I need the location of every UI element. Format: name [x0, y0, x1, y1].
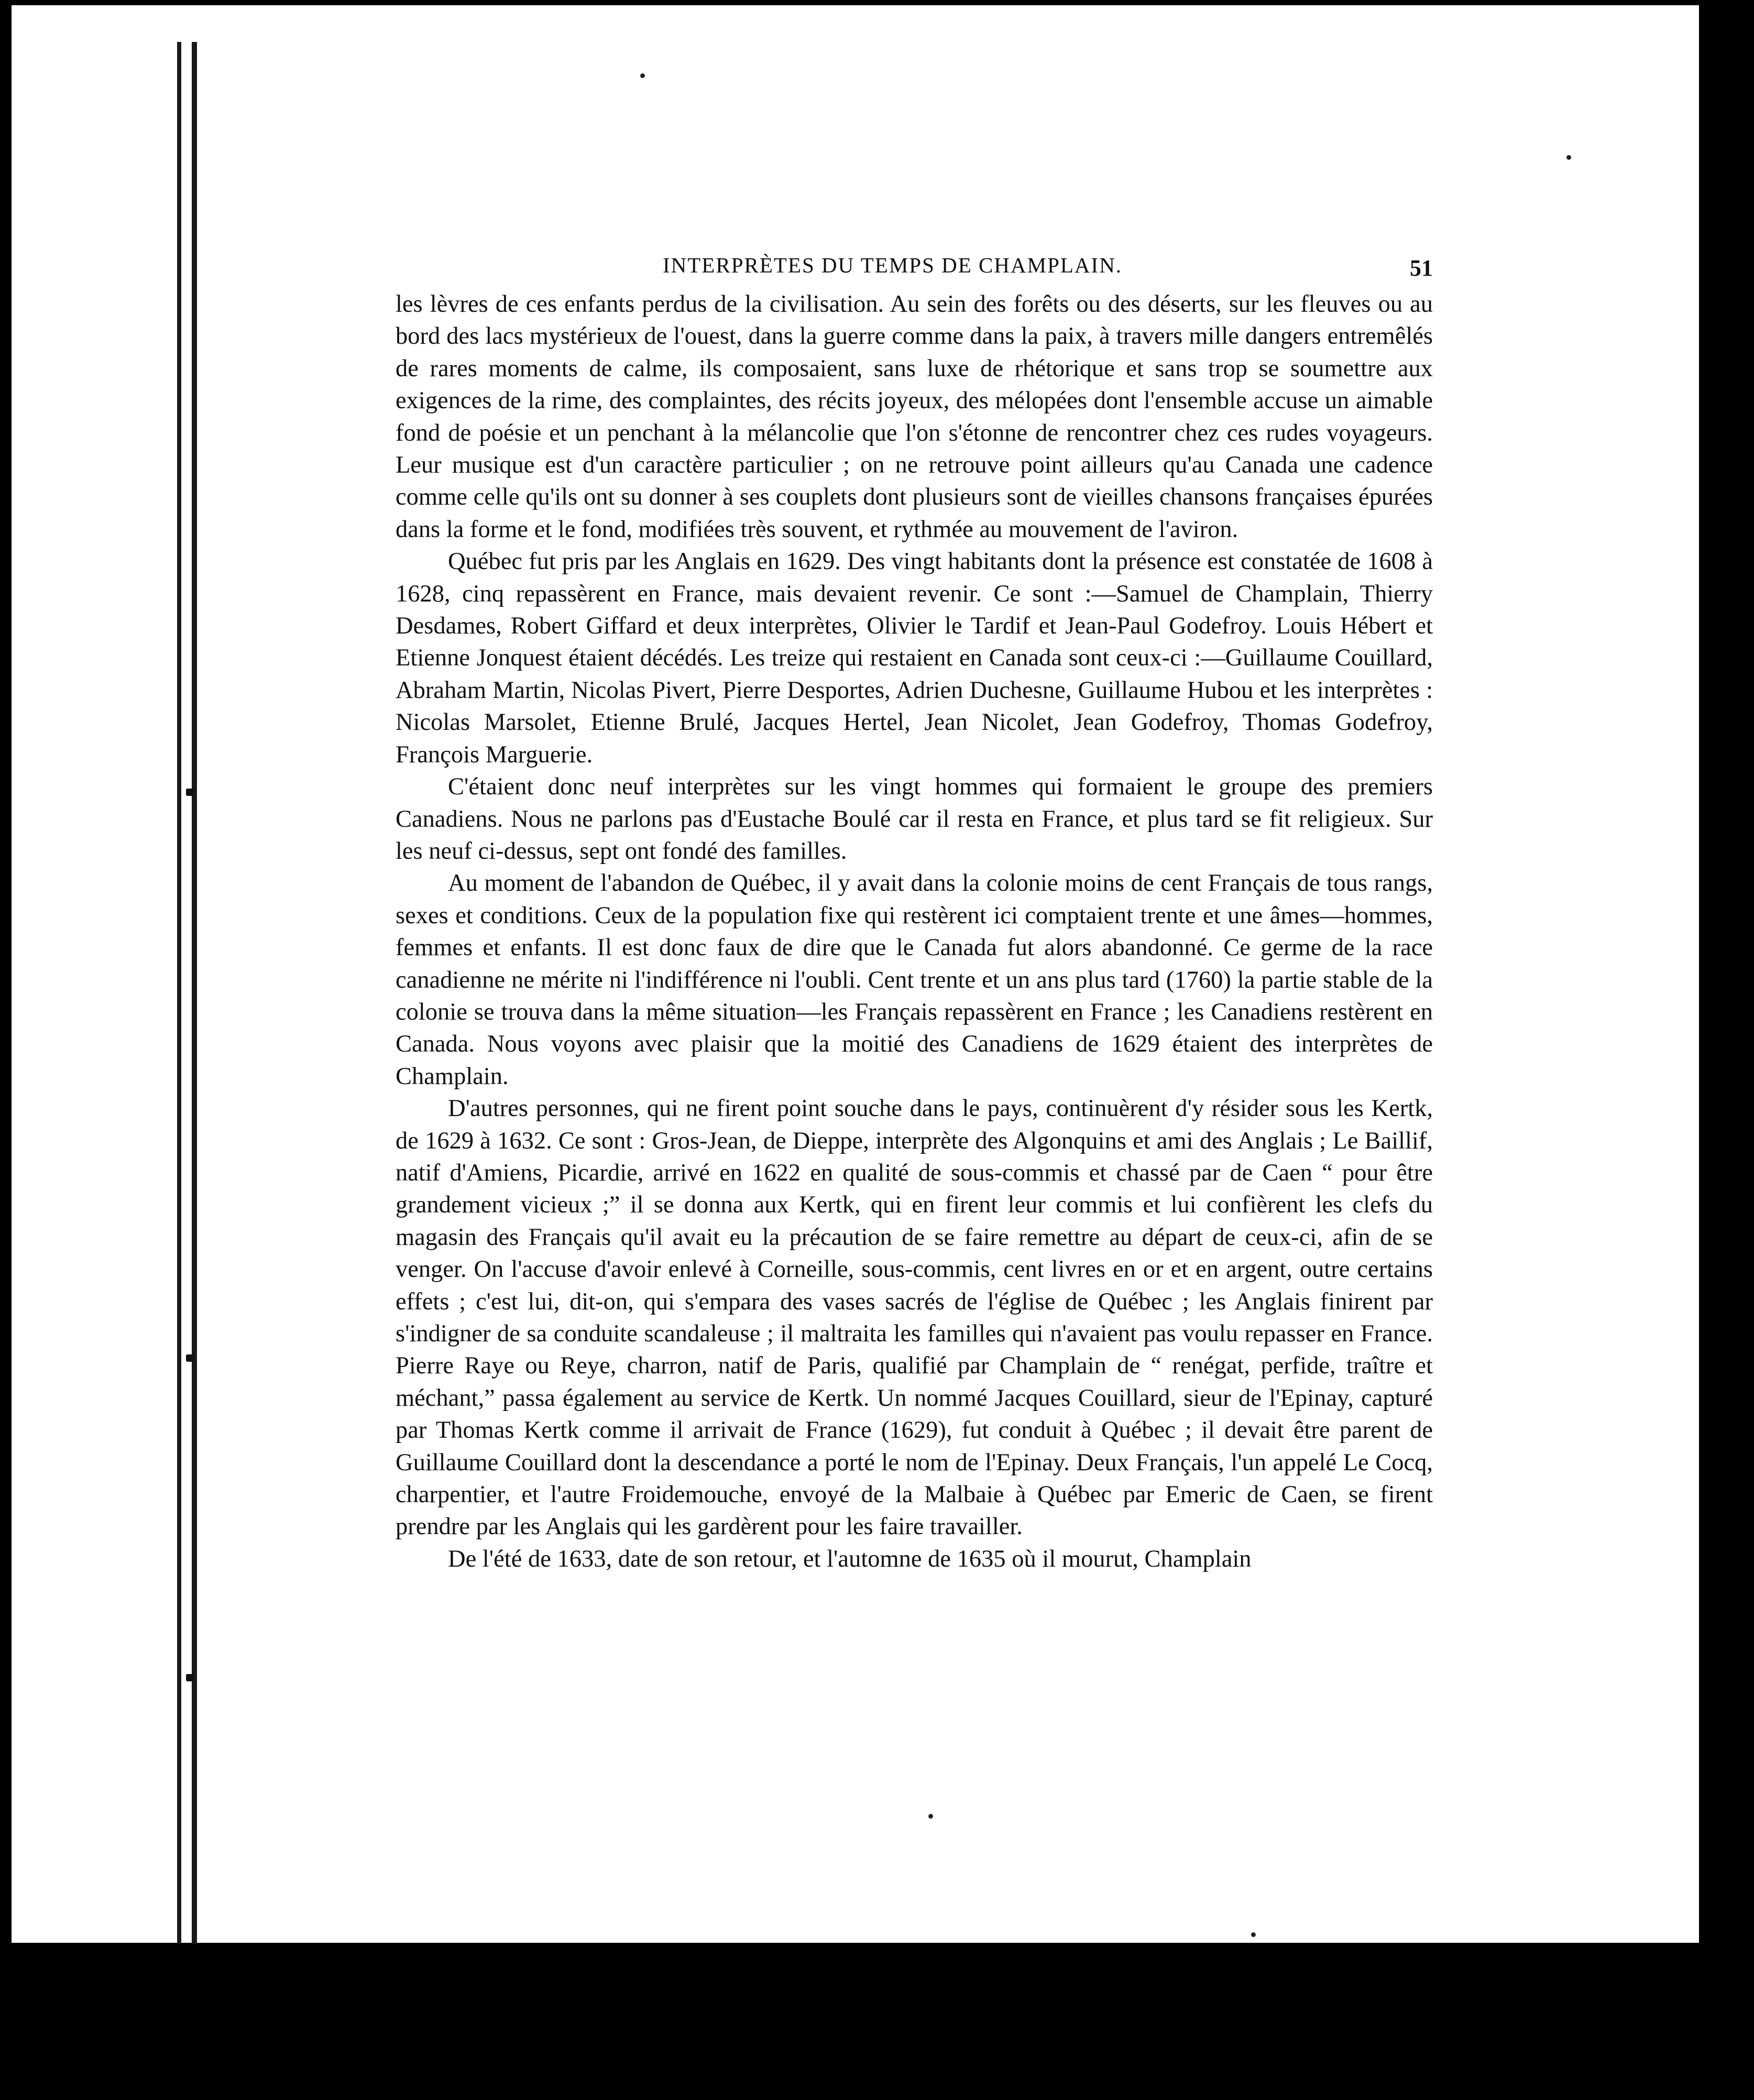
paragraph: De l'été de 1633, date de son retour, et l'automne de 1635 où il mourut, Champlain	[448, 1545, 1252, 1572]
gutter-mark	[186, 789, 194, 796]
body-text	[396, 288, 1433, 1575]
scan-top-edge	[0, 0, 1754, 5]
paragraph: Québec fut pris par les Anglais en 1629. Des vingt habitants dont la présence est constatée de 1608 à 1628, cinq repassèrent en France, mais devaient revenir. Ce sont :—Samuel de Champlain, Thierry Desdames, Robert Giffard et deux interprètes, Olivier le Tardif et Jean-Paul Godefroy. Louis Hébert et Etienne Jonquest étaient décédés. Les treize qui restaient en Canada sont ceux-ci :—Guillaume Couillard, Abraham Martin, Nicolas Pivert, Pierre Desportes, Adrien Duchesne, Guillaume Hubou et les interprètes : Nicolas Marsolet, Etienne Brulé, Jacques Hertel, Jean Nicolet, Jean Godefroy, Thomas Godefroy, François Marguerie.	[396, 548, 1433, 768]
scan-speck	[640, 73, 645, 78]
scan-speck	[1251, 1932, 1256, 1937]
paragraph: les lèvres de ces enfants perdus de la civilisation. Au sein des forêts ou des déserts, sur les fleuves ou au bord des lacs mystérieux de l'ouest, dans la guerre comme dans la paix, à travers mille dangers entremêlés de rares moments de calme, ils composaient, sans luxe de rhétorique et sans trop se soumettre aux exigences de la rime, des complaintes, des récits joyeux, des mélopées dont l'ensemble accuse un aimable fond de poésie et un penchant à la mélancolie que l'on s'étonne de rencontrer chez ces rudes voyageurs. Leur musique est d'un caractère particulier ; on ne retrouve point ailleurs qu'au Canada une cadence comme celle qu'ils ont su donner à ses couplets dont plusieurs sont de vieilles chansons françaises épurées dans la forme et le fond, modifiées très souvent, et rythmée au mouvement de l'aviron.	[396, 291, 1433, 543]
gutter-mark	[186, 1674, 194, 1681]
page-content	[396, 246, 1433, 1575]
paragraph: D'autres personnes, qui ne firent point souche dans le pays, continuèrent d'y résider sous les Kertk, de 1629 à 1632. Ce sont : Gros-Jean, de Dieppe, interprète des Algonquins et ami des Anglais ; Le Baillif, natif d'Amiens, Picardie, arrivé en 1622 en qualité de sous-commis et chassé par de Caen “ pour être grandement vicieux ;” il se donna aux Kertk, qui en firent leur commis et lui confièrent les clefs du magasin des Français qu'il avait eu la précaution de se faire remettre au départ de ceux-ci, afin de se venger. On l'accuse d'avoir enlevé à Corneille, sous-commis, cent livres en or et en argent, outre certains effets ; c'est lui, dit-on, qui s'empara des vases sacrés de l'église de Québec ; les Anglais finirent par s'indigner de sa conduite scandaleuse ; il maltraita les familles qui n'avaient pas voulu repasser en France. Pierre Raye ou Reye, charron, natif de Paris, qualifié par Champlain de “ renégat, perfide, traître et méchant,” passa également au service de Kertk. Un nommé Jacques Couillard, sieur de l'Epinay, capturé par Thomas Kertk comme il arrivait de France (1629), fut conduit à Québec ; il devait être parent de Guillaume Couillard dont la descendance a porté le nom de l'Epinay. Deux Français, l'un appelé Le Cocq, charpentier, et l'autre Froidemouche, envoyé de la Malbaie à Québec par Emeric de Caen, se firent prendre par les Anglais qui les gardèrent pour les faire travailler.	[396, 1095, 1433, 1540]
binding-gutter-line	[177, 42, 181, 1944]
gutter-mark	[186, 1354, 194, 1362]
scan-speck	[1566, 155, 1571, 160]
paragraph: C'étaient donc neuf interprètes sur les vingt hommes qui formaient le groupe des premiers Canadiens. Nous ne parlons pas d'Eustache Boulé car il resta en France, et plus tard se fit religieux. Sur les neuf ci-dessus, sept ont fondé des familles.	[396, 773, 1433, 865]
binding-gutter-line	[192, 42, 197, 1944]
scan-left-edge	[0, 0, 12, 2100]
running-title: INTERPRÈTES DU TEMPS DE CHAMPLAIN.	[663, 253, 1123, 277]
page-number: 51	[1410, 255, 1433, 281]
running-header	[396, 246, 1433, 288]
scan-bottom-edge	[0, 1943, 1754, 2100]
scan-speck	[928, 1814, 933, 1819]
scan-right-edge	[1699, 0, 1754, 1943]
paragraph: Au moment de l'abandon de Québec, il y avait dans la colonie moins de cent Français de tous rangs, sexes et conditions. Ceux de la population fixe qui restèrent ici comptaient trente et une âmes—hommes, femmes et enfants. Il est donc faux de dire que le Canada fut alors abandonné. Ce germe de la race canadienne ne mérite ni l'indifférence ni l'oubli. Cent trente et un ans plus tard (1760) la partie stable de la colonie se trouva dans la même situation—les Français repassèrent en France ; les Canadiens restèrent en Canada. Nous voyons avec plaisir que la moitié des Canadiens de 1629 étaient des interprètes de Champlain.	[396, 870, 1433, 1090]
